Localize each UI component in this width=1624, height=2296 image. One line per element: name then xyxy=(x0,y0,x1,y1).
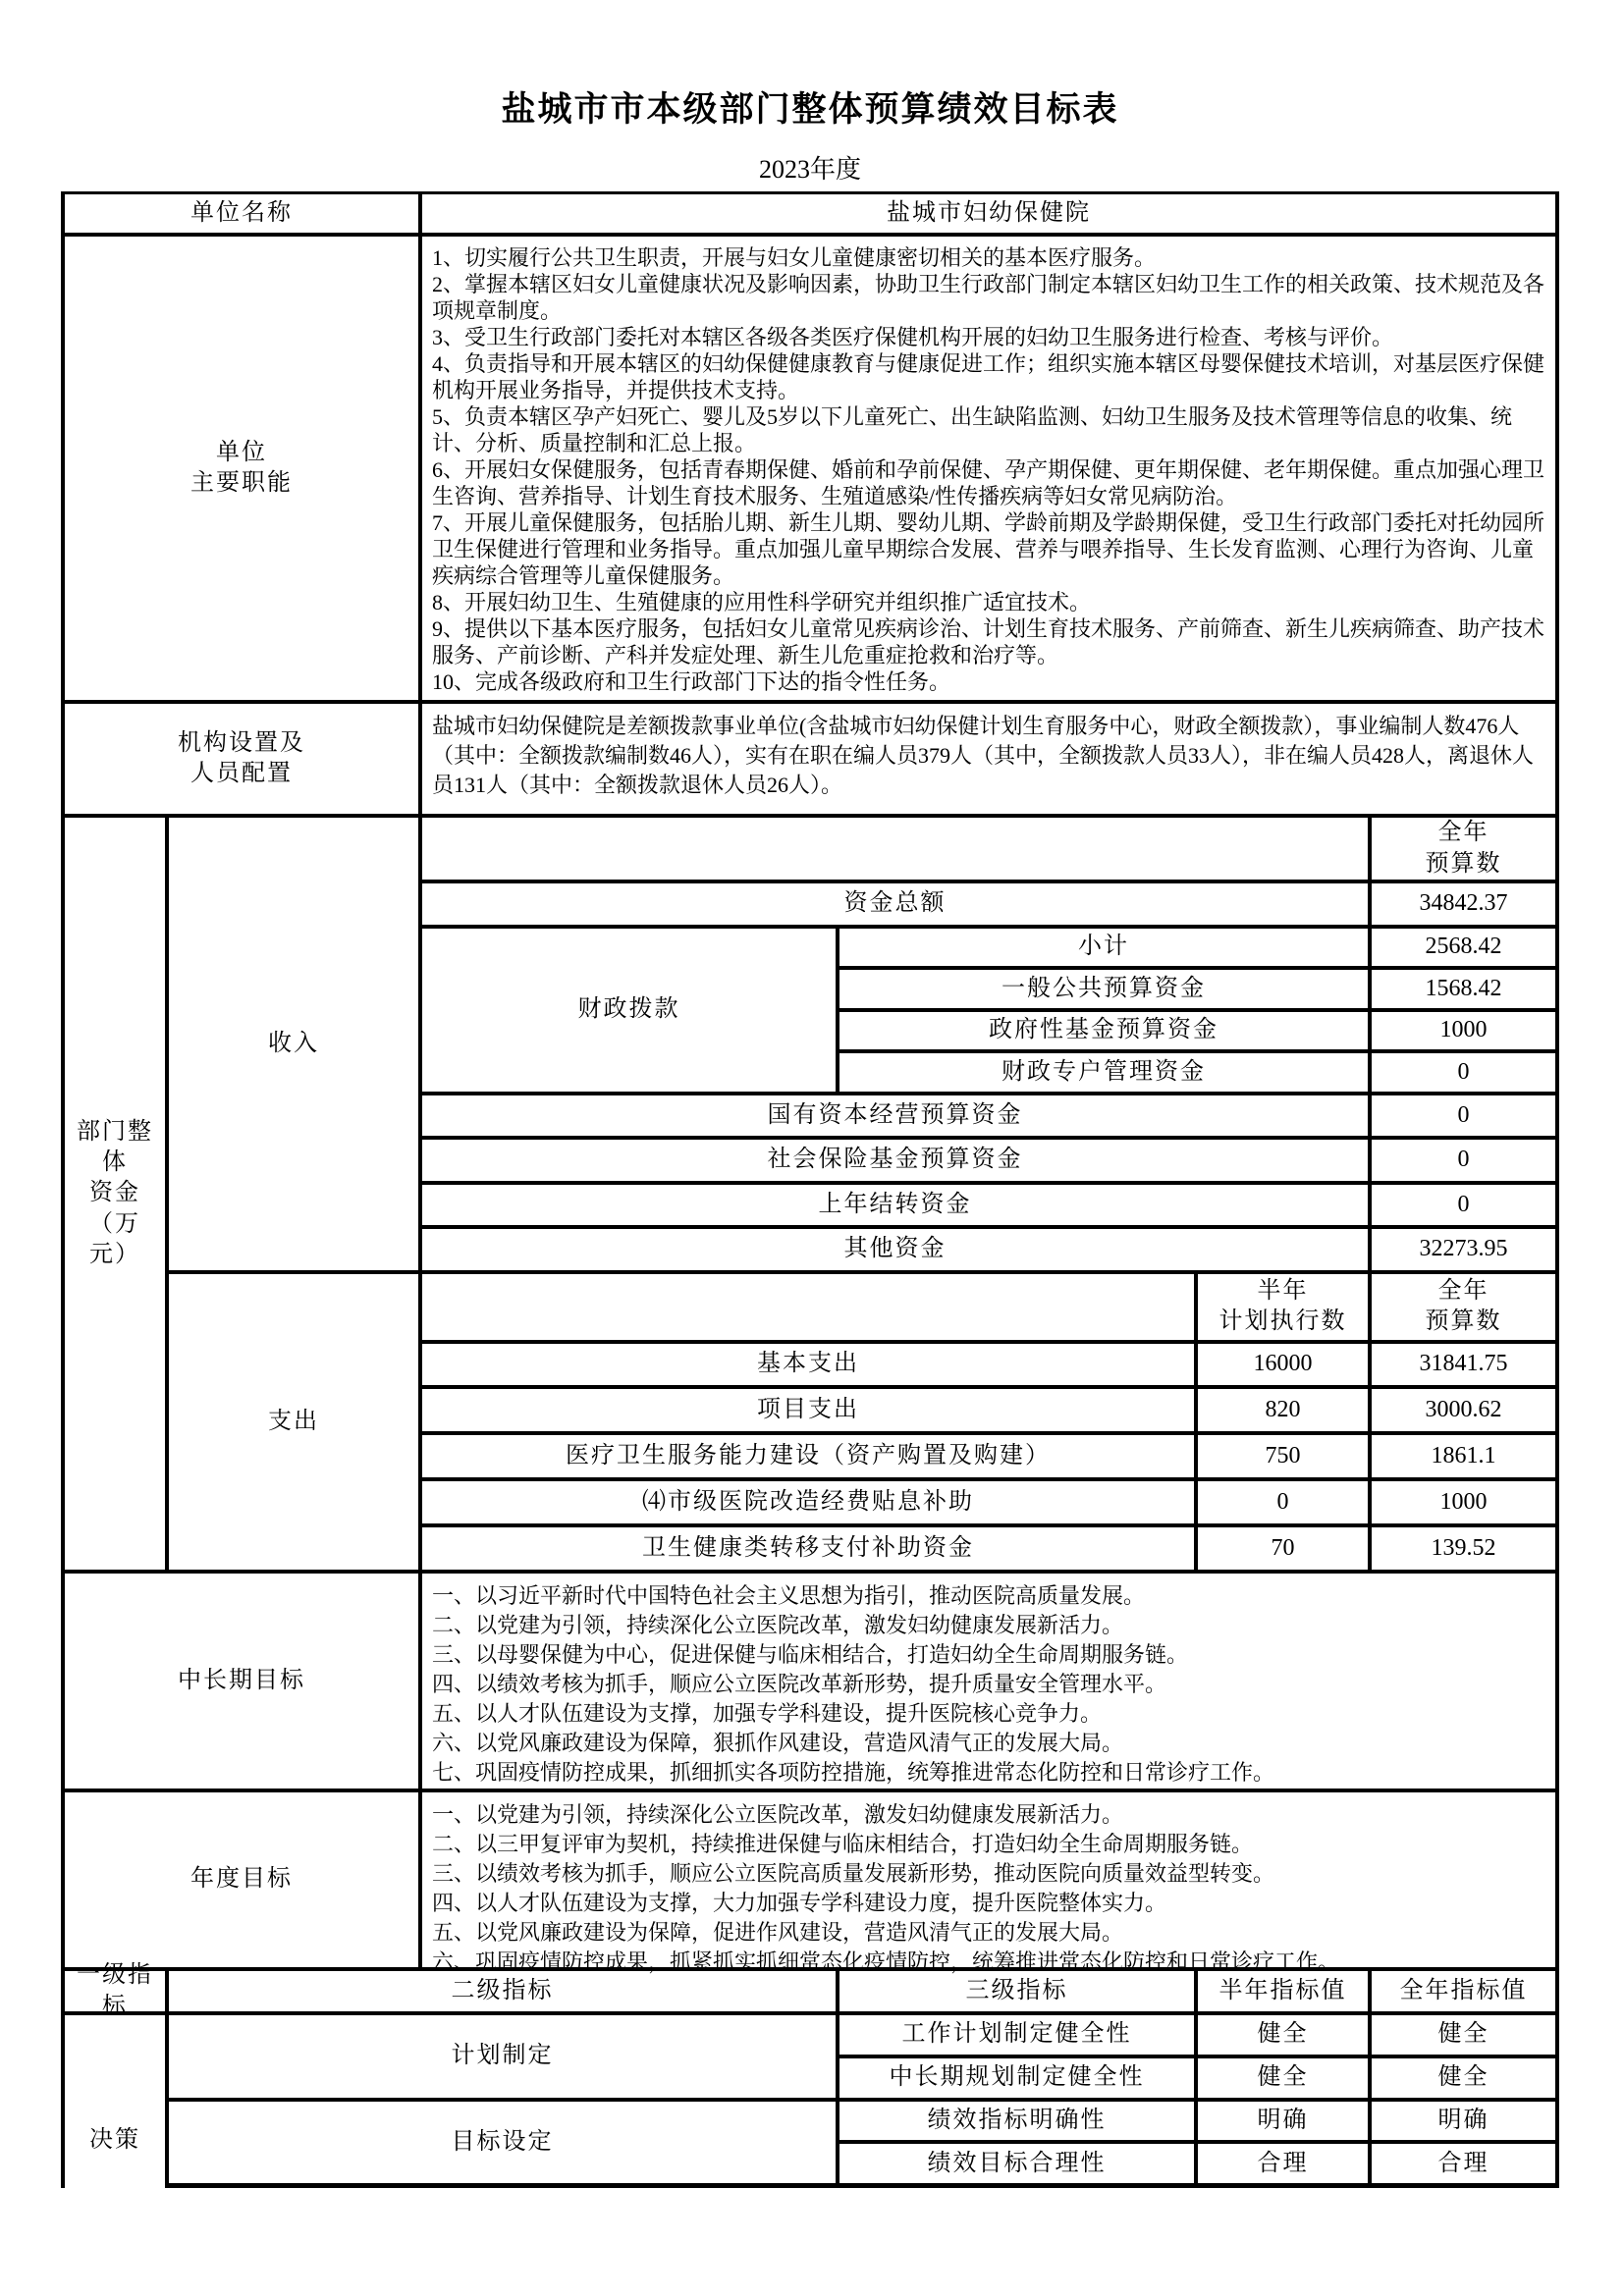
government-fund-budget-value: 1000 xyxy=(1439,1017,1488,1043)
duty-item: 4、负责指导和开展本辖区的妇幼保健健康教育与健康促进工作；组织实施本辖区母婴保健技术培训，对基层医疗保健机构开展业务指导，并提供技术支持。 xyxy=(432,351,1545,402)
table-row xyxy=(422,1527,1555,1570)
other-funds-value: 32273.95 xyxy=(1419,1236,1508,1262)
expenditure-half-year-header: 半年 计划执行数 xyxy=(1198,1274,1372,1340)
performance-target-table xyxy=(61,191,1559,2188)
expenditure-header-spacer xyxy=(422,1274,1198,1340)
duty-item: 9、提供以下基本医疗服务，包括妇女儿童常见疾病诊治、计划生育技术服务、产前筛查、新生儿疾病筛查、助产技术服务、产前诊断、产科并发症处理、新生儿危重症抢救和治疗等。 xyxy=(432,616,1545,667)
table-row xyxy=(422,1481,1555,1527)
other-funds-label: 其他资金 xyxy=(422,1229,1372,1270)
goal-setting-group xyxy=(169,2102,1555,2189)
income-total-value: 34842.37 xyxy=(1419,890,1508,917)
midterm-goals-label: 中长期目标 xyxy=(65,1574,422,1789)
duty-item: 3、受卫生行政部门委托对本辖区各级各类医疗保健机构开展的妇幼卫生服务进行检查、考核与评价。 xyxy=(432,325,1394,349)
annual-goals-label: 年度目标 xyxy=(65,1792,422,1967)
state-capital-budget-label: 国有资本经营预算资金 xyxy=(422,1095,1372,1137)
income-header-spacer xyxy=(422,818,1372,880)
midterm-goals-text xyxy=(422,1574,1555,1789)
goal-item: 三、以母婴保健为中心，促进保健与临床相结合，打造妇幼全生命周期服务链。 xyxy=(432,1642,1189,1667)
health-transfer-payment-half: 70 xyxy=(1198,1527,1372,1570)
indicator-clarity-half: 明确 xyxy=(1198,2102,1372,2141)
annual-goals-text xyxy=(422,1792,1555,1974)
income-rows xyxy=(422,818,1555,1270)
income-total-label: 资金总额 xyxy=(422,883,1372,925)
goal-reasonableness-year: 合理 xyxy=(1437,2150,1489,2176)
funds-tables xyxy=(169,818,1555,1570)
table-row xyxy=(422,1095,1555,1141)
basic-expenditure-half: 16000 xyxy=(1198,1344,1372,1386)
expenditure-year-header: 全年 预算数 xyxy=(1425,1277,1502,1335)
income-header-row xyxy=(422,818,1555,883)
medical-capacity-label: 医疗卫生服务能力建设（资产购置及购建） xyxy=(422,1435,1198,1477)
org-staffing-text: 盐城市妇幼保健院是差额拨款事业单位(含盐城市妇幼保健计划生育服务中心，财政全额拨款），事业编制人数476人（其中：全额拨款编制数46人），实有在职在编人员379人（其中，全额拨款人员33人），非在编人员428人，离退休人员131人（其中：全额拨款退休人员26人）。 xyxy=(432,714,1535,797)
project-expenditure-year: 3000.62 xyxy=(1425,1397,1502,1423)
half-year-indicator-header: 半年指标值 xyxy=(1198,1971,1372,2011)
work-plan-soundness-label: 工作计划制定健全性 xyxy=(839,2015,1198,2055)
social-insurance-budget-value: 0 xyxy=(1457,1147,1470,1173)
level2-indicator-header: 二级指标 xyxy=(169,1971,839,2011)
level3-indicator-header: 三级指标 xyxy=(839,1971,1198,2011)
duty-item: 5、负责本辖区孕产妇死亡、婴儿及5岁以下儿童死亡、出生缺陷监测、妇幼卫生服务及技术管理等信息的收集、统计、分析、质量控制和汇总上报。 xyxy=(432,404,1513,455)
table-row xyxy=(839,929,1555,971)
table-row xyxy=(839,1012,1555,1054)
indicator-header-row xyxy=(65,1962,1555,2019)
hospital-renovation-subsidy-label: ⑷市级医院改造经费贴息补助 xyxy=(422,1481,1198,1523)
social-insurance-budget-label: 社会保险基金预算资金 xyxy=(422,1140,1372,1181)
table-row xyxy=(422,1140,1555,1185)
goal-item: 七、巩固疫情防控成果，抓细抓实各项防控措施，统筹推进常态化防控和日常诊疗工作。 xyxy=(432,1760,1275,1785)
level1-indicator-decision: 决策 xyxy=(65,2015,169,2188)
plan-formulation-group xyxy=(169,2015,1555,2102)
goal-item: 三、以绩效考核为抓手，顺应公立医院高质量发展新形势，推动医院向质量效益型转变。 xyxy=(432,1861,1275,1886)
fiscal-sub-rows xyxy=(839,929,1555,1092)
table-row xyxy=(422,1185,1555,1230)
goal-reasonableness-half: 合理 xyxy=(1198,2144,1372,2183)
org-staffing-row xyxy=(65,704,1555,818)
income-total-row xyxy=(422,883,1555,929)
overall-funds-section xyxy=(65,818,1555,1574)
expenditure-header-row xyxy=(422,1274,1555,1344)
full-year-indicator-header: 全年指标值 xyxy=(1399,1977,1528,2003)
goal-item: 二、以党建为引领，持续深化公立医院改革，激发妇幼健康发展新活力。 xyxy=(432,1613,1124,1637)
table-row xyxy=(839,2058,1555,2098)
duty-item: 2、掌握本辖区妇女儿童健康状况及影响因素，协助卫生行政部门制定本辖区妇幼卫生工作的相关政策、技术规范及各项规章制度。 xyxy=(432,272,1545,323)
unit-name-value: 盐城市妇幼保健院 xyxy=(887,199,1091,226)
fiscal-appropriation-block xyxy=(422,929,1555,1095)
income-year-header: 全年 预算数 xyxy=(1425,820,1502,877)
income-section xyxy=(169,818,1555,1274)
unit-name-row xyxy=(65,194,1555,237)
goal-item: 六、巩固疫情防控成果，抓紧抓实抓细常态化疫情防控，统筹推进常态化防控和日常诊疗工作。 xyxy=(432,1949,1340,1974)
fiscal-subtotal-value: 2568.42 xyxy=(1425,934,1502,960)
state-capital-budget-value: 0 xyxy=(1457,1101,1470,1128)
work-plan-soundness-half: 健全 xyxy=(1198,2015,1372,2055)
goal-setting-label: 目标设定 xyxy=(169,2102,839,2184)
goal-item: 六、以党风廉政建设为保障，狠抓作风建设，营造风清气正的发展大局。 xyxy=(432,1731,1124,1755)
midterm-plan-soundness-label: 中长期规划制定健全性 xyxy=(839,2058,1198,2098)
page-title: 盐城市市本级部门整体预算绩效目标表 xyxy=(501,90,1119,129)
goal-item: 一、以习近平新时代中国特色社会主义思想为指引，推动医院高质量发展。 xyxy=(432,1583,1146,1608)
expenditure-label: 支出 xyxy=(169,1274,422,1570)
table-row xyxy=(422,1344,1555,1390)
fiscal-appropriation-label: 财政拨款 xyxy=(422,929,839,1092)
org-staffing-label: 机构设置及 人员配置 xyxy=(65,704,422,814)
indicator-body xyxy=(65,2015,1555,2188)
goal-item: 五、以党风廉政建设为保障，促进作风建设，营造风清气正的发展大局。 xyxy=(432,1920,1124,1945)
fiscal-special-account-label: 财政专户管理资金 xyxy=(839,1053,1372,1092)
goal-item: 二、以三甲复评审为契机，持续推进保健与临床相结合，打造妇幼全生命周期服务链。 xyxy=(432,1832,1254,1856)
table-row xyxy=(839,970,1555,1012)
fiscal-subtotal-label: 小计 xyxy=(839,929,1372,967)
hospital-renovation-subsidy-year: 1000 xyxy=(1439,1489,1488,1516)
unit-duties-label: 单位 主要职能 xyxy=(65,237,422,700)
general-public-budget-label: 一般公共预算资金 xyxy=(839,970,1372,1008)
table-row xyxy=(839,2015,1555,2058)
project-expenditure-half: 820 xyxy=(1198,1389,1372,1431)
duty-item: 10、完成各级政府和卫生行政部门下达的指令性任务。 xyxy=(432,669,951,694)
hospital-renovation-subsidy-half: 0 xyxy=(1198,1481,1372,1523)
level1-indicator-header: 一级指标 xyxy=(65,1971,169,2011)
goal-item: 四、以人才队伍建设为支撑，大力加强专学科建设力度，提升医院整体实力。 xyxy=(432,1891,1167,1915)
expenditure-section xyxy=(169,1274,1555,1570)
table-row xyxy=(422,1389,1555,1435)
goal-item: 一、以党建为引领，持续深化公立医院改革，激发妇幼健康发展新活力。 xyxy=(432,1802,1124,1827)
duty-item: 7、开展儿童保健服务，包括胎儿期、新生儿期、婴幼儿期、学龄前期及学龄期保健，受卫生行政部门委托对托幼园所卫生保健进行管理和业务指导。重点加强儿童早期综合发展、营养与喂养指导、生长发育监测、心理行为咨询、儿童疾病综合管理等儿童保健服务。 xyxy=(432,510,1545,588)
overall-funds-label: 部门整体 资金（万 元） xyxy=(65,818,169,1570)
carryover-funds-value: 0 xyxy=(1457,1191,1470,1217)
goal-item: 五、以人才队伍建设为支撑，加强专学科建设，提升医院核心竞争力。 xyxy=(432,1701,1103,1726)
midterm-plan-soundness-half: 健全 xyxy=(1198,2058,1372,2098)
table-row xyxy=(839,2102,1555,2145)
duty-item: 8、开展妇幼卫生、生殖健康的应用性科学研究并组织推广适宜技术。 xyxy=(432,590,1092,614)
duty-item: 1、切实履行公共卫生职责，开展与妇女儿童健康密切相关的基本医疗服务。 xyxy=(432,245,1157,270)
duty-item: 6、开展妇女保健服务，包括青春期保健、婚前和孕前保健、孕产期保健、更年期保健、老年期保健。重点加强心理卫生咨询、营养指导、计划生育技术服务、生殖道感染/性传播疾病等妇女常见病防治。 xyxy=(432,457,1545,508)
health-transfer-payment-year: 139.52 xyxy=(1431,1534,1496,1561)
indicator-clarity-year: 明确 xyxy=(1437,2107,1489,2133)
midterm-plan-soundness-year: 健全 xyxy=(1437,2064,1489,2091)
income-label: 收入 xyxy=(169,818,422,1270)
goal-item: 四、以绩效考核为抓手，顺应公立医院改革新形势，提升质量安全管理水平。 xyxy=(432,1672,1167,1696)
indicator-clarity-label: 绩效指标明确性 xyxy=(839,2102,1198,2141)
indicator-groups xyxy=(169,2015,1555,2188)
plan-formulation-label: 计划制定 xyxy=(169,2015,839,2098)
fiscal-special-account-value: 0 xyxy=(1457,1058,1470,1085)
medical-capacity-year: 1861.1 xyxy=(1431,1443,1496,1469)
health-transfer-payment-label: 卫生健康类转移支付补助资金 xyxy=(422,1527,1198,1570)
table-row xyxy=(839,2144,1555,2183)
government-fund-budget-label: 政府性基金预算资金 xyxy=(839,1012,1372,1050)
medical-capacity-half: 750 xyxy=(1198,1435,1372,1477)
table-row xyxy=(422,1435,1555,1481)
unit-duties-text xyxy=(422,237,1555,700)
basic-expenditure-label: 基本支出 xyxy=(422,1344,1198,1386)
midterm-goals-row xyxy=(65,1574,1555,1792)
carryover-funds-label: 上年结转资金 xyxy=(422,1185,1372,1226)
unit-duties-row xyxy=(65,237,1555,704)
table-row xyxy=(839,1053,1555,1092)
unit-name-label: 单位名称 xyxy=(65,194,422,233)
expenditure-rows xyxy=(422,1274,1555,1570)
goal-reasonableness-label: 绩效目标合理性 xyxy=(839,2144,1198,2183)
fiscal-year-subtitle: 2023年度 xyxy=(758,155,861,184)
project-expenditure-label: 项目支出 xyxy=(422,1389,1198,1431)
table-row xyxy=(422,1229,1555,1270)
annual-goals-row xyxy=(65,1792,1555,1974)
basic-expenditure-year: 31841.75 xyxy=(1419,1351,1508,1377)
general-public-budget-value: 1568.42 xyxy=(1425,975,1502,1001)
work-plan-soundness-year: 健全 xyxy=(1437,2021,1489,2048)
